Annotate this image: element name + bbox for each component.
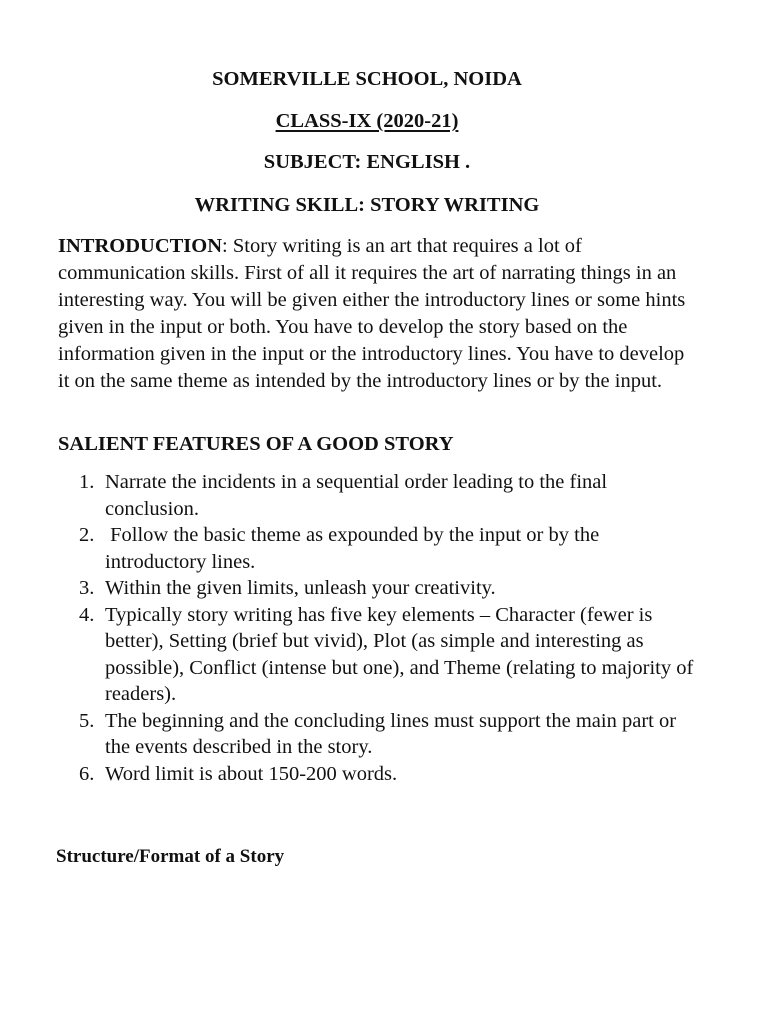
list-item: [58, 602, 698, 708]
list-item-number: 1.: [79, 471, 95, 493]
list-item-number: 4.: [79, 603, 95, 626]
list-item-number: 5.: [79, 709, 95, 732]
list-item: [58, 708, 698, 761]
list-item: [58, 575, 698, 602]
structure-heading: Structure/Format of a Story: [56, 846, 285, 867]
list-item: [58, 522, 698, 575]
list-item-text: Follow the basic theme as expounded by the input or by the introductory lines.: [105, 524, 605, 573]
introduction-label: INTRODUCTION: [58, 235, 223, 257]
list-item: [58, 469, 698, 522]
salient-features-heading: SALIENT FEATURES OF A GOOD STORY: [58, 433, 454, 455]
list-item-text: The beginning and the concluding lines must support the main part or the events described in the story.: [105, 709, 677, 758]
features-list: [58, 469, 698, 787]
list-item-number: 3.: [79, 577, 95, 599]
list-item-text: Typically story writing has five key elements – Character (fewer is better), Setting (brief but vivid), Plot (as simple and interesting as possible), Conflict (intense but one), and Theme (relating to majority of readers).: [105, 603, 694, 705]
list-item-number: 6.: [79, 762, 95, 785]
list-item-text: Within the given limits, unleash your creativity.: [105, 577, 496, 599]
writing-skill-title: WRITING SKILL: STORY WRITING: [194, 194, 540, 216]
class-title: CLASS-IX (2020-21): [275, 110, 459, 132]
introduction-paragraph: [58, 233, 698, 395]
list-item: [58, 761, 698, 788]
list-item-text: Word limit is about 150-200 words.: [105, 762, 398, 785]
subject-title: SUBJECT: ENGLISH .: [263, 151, 471, 173]
list-item-text: Narrate the incidents in a sequential order leading to the final conclusion.: [105, 471, 608, 520]
school-name: SOMERVILLE SCHOOL, NOIDA: [212, 68, 522, 90]
introduction-text: : Story writing is an art that requires a lot of communication skills. First of all it requires the art of narrating things in an interesting way. You will be given either the introductory lines or some hints given in the input or both. You have to develop the story based on the information given in the input or the introductory lines. You have to develop it on the same theme as intended by the introductory lines or by the input.: [58, 235, 686, 392]
list-item-number: 2.: [79, 524, 95, 546]
